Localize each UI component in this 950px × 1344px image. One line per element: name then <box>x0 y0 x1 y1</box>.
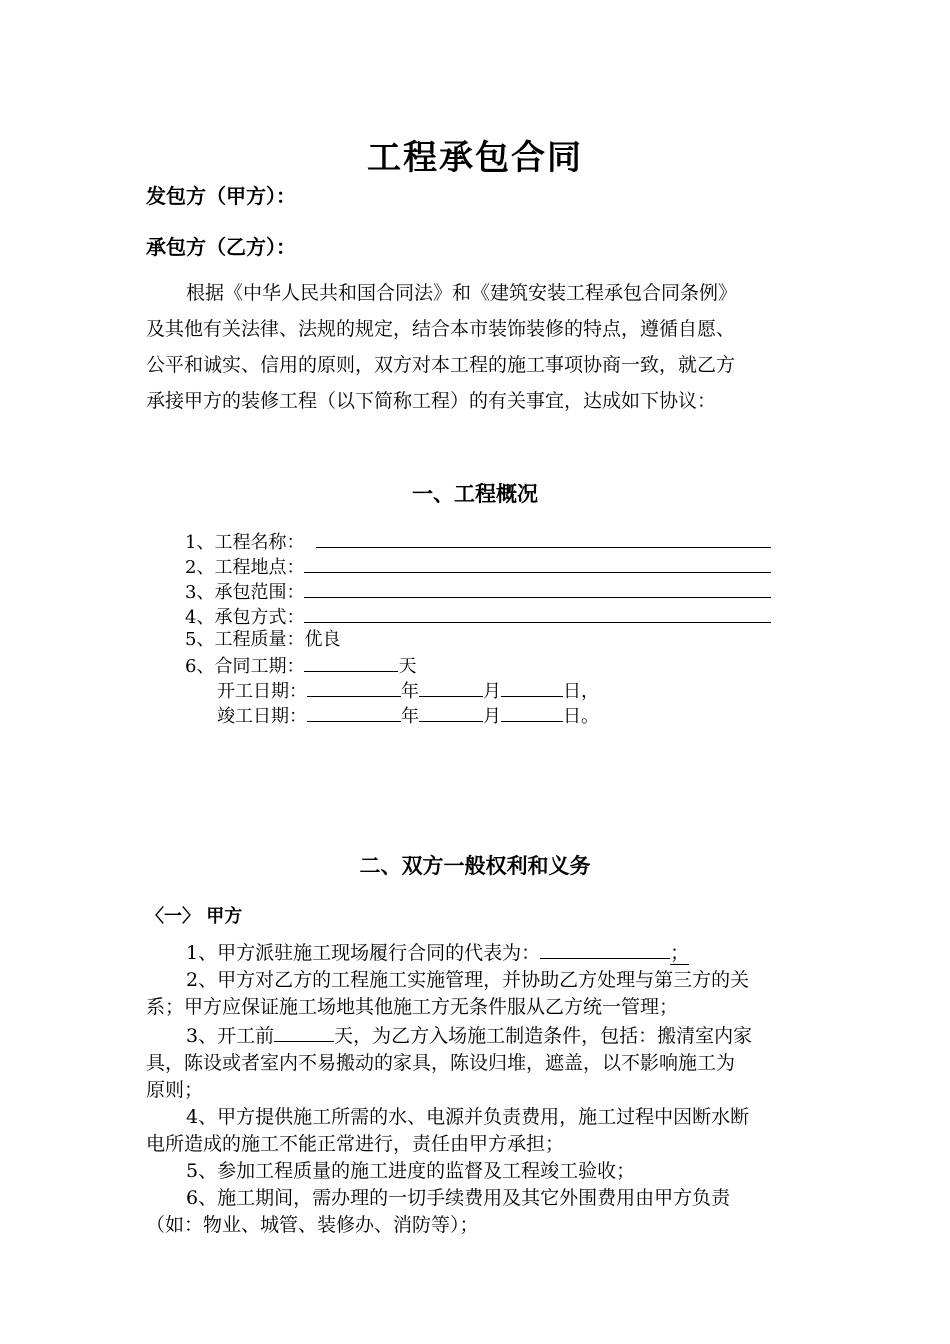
year-label: 年 <box>401 706 419 727</box>
blank-line <box>304 653 398 672</box>
blank-line <box>501 678 563 697</box>
clause-5: 5、参加工程质量的施工进度的监督及工程竣工验收； <box>186 1160 636 1182</box>
clause-2-line: 2、甲方对乙方的工程施工实施管理，并协助乙方处理与第三方的关 <box>186 969 750 991</box>
quality-value: 优良 <box>304 629 341 650</box>
item-label: 1、工程名称： <box>185 532 305 553</box>
item-label: 3、承包范围： <box>185 582 305 603</box>
item-contract-scope <box>185 579 771 605</box>
intro-line: 承接甲方的装修工程（以下简称工程）的有关事宜，达成如下协议： <box>146 390 717 412</box>
clause-2-line: 系；甲方应保证施工场地其他施工方无条件服从乙方统一管理； <box>146 996 679 1018</box>
clause-4-line: 4、甲方提供施工所需的水、电源并负责费用，施工过程中因断水断 <box>186 1106 750 1128</box>
blank-line <box>307 703 401 722</box>
clause-suffix: ； <box>670 942 690 964</box>
item-quality <box>185 628 340 652</box>
day-label: 日， <box>563 681 599 702</box>
intro-line: 及其他有关法律、法规的规定，结合本市装饰装修的特点，遵循自愿、 <box>146 318 736 340</box>
blank-line <box>501 703 563 722</box>
intro-line: 根据《中华人民共和国合同法》和《建筑安装工程承包合同条例》 <box>186 282 738 304</box>
blank-line <box>304 604 771 623</box>
clause-3 <box>146 1021 806 1050</box>
subsection-party-a: 〈一〉 甲方 <box>146 906 243 927</box>
item-label: 开工日期： <box>217 681 307 702</box>
clause-3-line: 具，陈设或者室内不易搬动的家具，陈设归堆，遮盖，以不影响施工为 <box>146 1052 736 1074</box>
blank-line <box>540 938 670 959</box>
clause-6-line: （如：物业、城管、装修办、消防等）； <box>146 1214 479 1236</box>
item-label: 2、工程地点： <box>185 557 305 578</box>
item-project-location <box>185 554 771 580</box>
intro-line: 公平和诚实、信用的原则，双方对本工程的施工事项协商一致，就乙方 <box>146 354 736 376</box>
party-b-label: 承包方（乙方）： <box>146 235 296 259</box>
period-unit: 天 <box>398 656 417 677</box>
clause-text: 3、开工前 <box>186 1025 275 1047</box>
blank-line <box>304 579 771 598</box>
document-title: 工程承包合同 <box>367 138 583 178</box>
item-start-date <box>217 678 599 704</box>
blank-line <box>307 678 401 697</box>
clause-4-line: 电所造成的施工不能正常进行，责任由甲方承担； <box>146 1133 565 1155</box>
item-end-date <box>217 703 599 729</box>
item-contract-period <box>185 653 416 679</box>
year-label: 年 <box>401 681 419 702</box>
blank-line <box>304 554 771 573</box>
clause-1 <box>146 938 806 967</box>
item-label: 4、承包方式： <box>185 607 305 628</box>
month-label: 月 <box>483 706 501 727</box>
intro-paragraph <box>146 275 806 419</box>
clause-3-line: 原则； <box>146 1079 204 1101</box>
blank-line <box>419 703 483 722</box>
item-label: 5、工程质量： <box>185 629 305 650</box>
section-1-heading: 一、工程概况 <box>412 482 538 506</box>
clause-text: 1、甲方派驻施工现场履行合同的代表为： <box>186 942 541 964</box>
day-label: 日。 <box>563 706 599 727</box>
item-contract-mode <box>185 604 771 630</box>
blank-line <box>274 1021 334 1042</box>
blank-line <box>419 678 483 697</box>
item-label: 竣工日期： <box>217 706 307 727</box>
month-label: 月 <box>483 681 501 702</box>
item-project-name <box>185 529 771 555</box>
party-a-label: 发包方（甲方）： <box>146 184 296 208</box>
item-label: 6、合同工期： <box>185 656 305 677</box>
clause-6-line: 6、施工期间，需办理的一切手续费用及其它外围费用由甲方负责 <box>186 1187 731 1209</box>
blank-line <box>316 529 771 548</box>
section-2-heading: 二、双方一般权利和义务 <box>359 854 591 878</box>
party-a-clauses <box>146 938 806 1239</box>
clause-text: 天，为乙方入场施工制造条件，包括：搬清室内家 <box>334 1025 753 1047</box>
